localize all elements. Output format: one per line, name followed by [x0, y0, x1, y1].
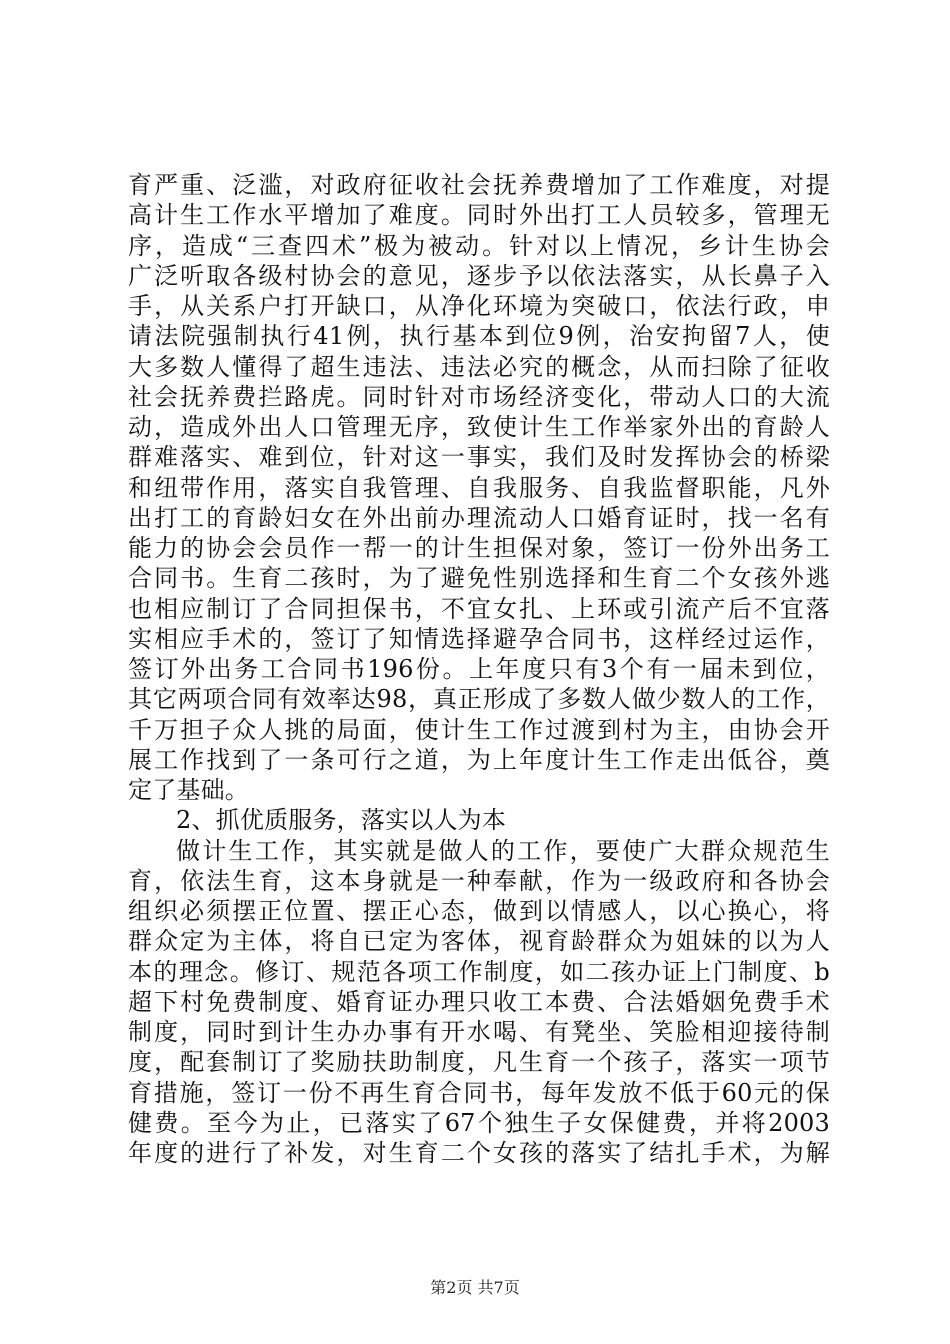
body-line-6: 请法院强制执行41例，执行基本到位9例，治安拘留7人，使 [128, 322, 830, 351]
body-line-31: 育措施，签订一份不再生育合同书，每年发放不低于60元的保 [128, 1078, 830, 1107]
section-heading: 2、抓优质服务，落实以人为本 [176, 806, 507, 835]
body-line-16: 实相应手术的，签订了知情选择避孕合同书，这样经过运作， [128, 624, 830, 653]
body-line-12: 出打工的育龄妇女在外出前办理流动人口婚育证时，找一名有 [128, 503, 830, 532]
body-line-27: 本的理念。修订、规范各项工作制度，如二孩办证上门制度、b [128, 957, 830, 986]
body-line-28: 超下村免费制度、婚育证办理只收工本费、合法婚姻免费手术 [128, 987, 830, 1016]
body-line-20: 展工作找到了一条可行之道，为上年度计生工作走出低谷，奠 [128, 745, 830, 774]
body-line-13: 能力的协会会员作一帮一的计生担保对象，签订一份外出务工 [128, 534, 830, 562]
body-line-25: 组织必须摆正位置、摆正心态，做到以情感人，以心换心，将 [128, 897, 830, 925]
body-line-4: 广泛听取各级村协会的意见，逐步予以依法落实，从长鼻子入 [128, 261, 830, 290]
body-line-26: 群众定为主体，将自已定为客体，视育龄群众为姐妹的以为人 [128, 927, 830, 956]
body-line-9: 动，造成外出人口管理无序，致使计生工作举家外出的育龄人 [128, 413, 830, 441]
body-line-5: 手，从关系户打开缺口，从净化环境为突破口，依法行政，申 [128, 292, 830, 320]
body-line-17: 签订外出务工合同书196份。上年度只有3个有一届未到位， [128, 655, 830, 683]
body-line-30: 度，配套制订了奖励扶助制度，凡生育一个孩子，落实一项节 [128, 1048, 830, 1077]
document-body [128, 170, 830, 1168]
body-line-24: 育，依法生育，这本身就是一种奉献，作为一级政府和各协会 [128, 866, 830, 895]
body-line-14: 合同书。生育二孩时，为了避免性别选择和生育二个女孩外逃 [128, 564, 830, 593]
body-line-7: 大多数人懂得了超生违法、违法必究的概念，从而扫除了征收 [128, 352, 830, 381]
body-line-15: 也相应制订了合同担保书，不宜女扎、上环或引流产后不宜落 [128, 594, 830, 623]
body-line-2: 高计生工作水平增加了难度。同时外出打工人员较多，管理无 [128, 201, 830, 230]
body-line-10: 群难落实、难到位，针对这一事实，我们及时发挥协会的桥梁 [128, 443, 830, 472]
body-line-1: 育严重、泛滥，对政府征收社会抚养费增加了工作难度，对提 [128, 171, 830, 199]
body-line-29: 制度，同时到计生办办事有开水喝、有凳坐、笑脸相迎接待制 [128, 1018, 830, 1046]
body-line-32: 健费。至今为止，已落实了67个独生子女保健费，并将2003 [128, 1108, 830, 1137]
body-line-23: 做计生工作，其实就是做人的工作，要使广大群众规范生 [176, 836, 830, 865]
page-number-footer: 第2页 共7页 [430, 1278, 520, 1297]
body-line-11: 和纽带作用，落实自我管理、自我服务、自我监督职能，凡外 [128, 473, 830, 502]
body-line-19: 千万担子众人挑的局面，使计生工作过渡到村为主，由协会开 [128, 715, 830, 744]
body-line-33: 年度的进行了补发，对生育二个女孩的落实了结扎手术，为解 [128, 1139, 830, 1167]
body-line-18: 其它两项合同有效率达98，真正形成了多数人做少数人的工作， [128, 685, 830, 714]
body-line-8: 社会抚养费拦路虎。同时针对市场经济变化，带动人口的大流 [128, 382, 830, 411]
body-line-21: 定了基础。 [128, 776, 249, 804]
body-line-3: 序，造成“三查四术”极为被动。针对以上情况，乡计生协会 [128, 231, 830, 260]
